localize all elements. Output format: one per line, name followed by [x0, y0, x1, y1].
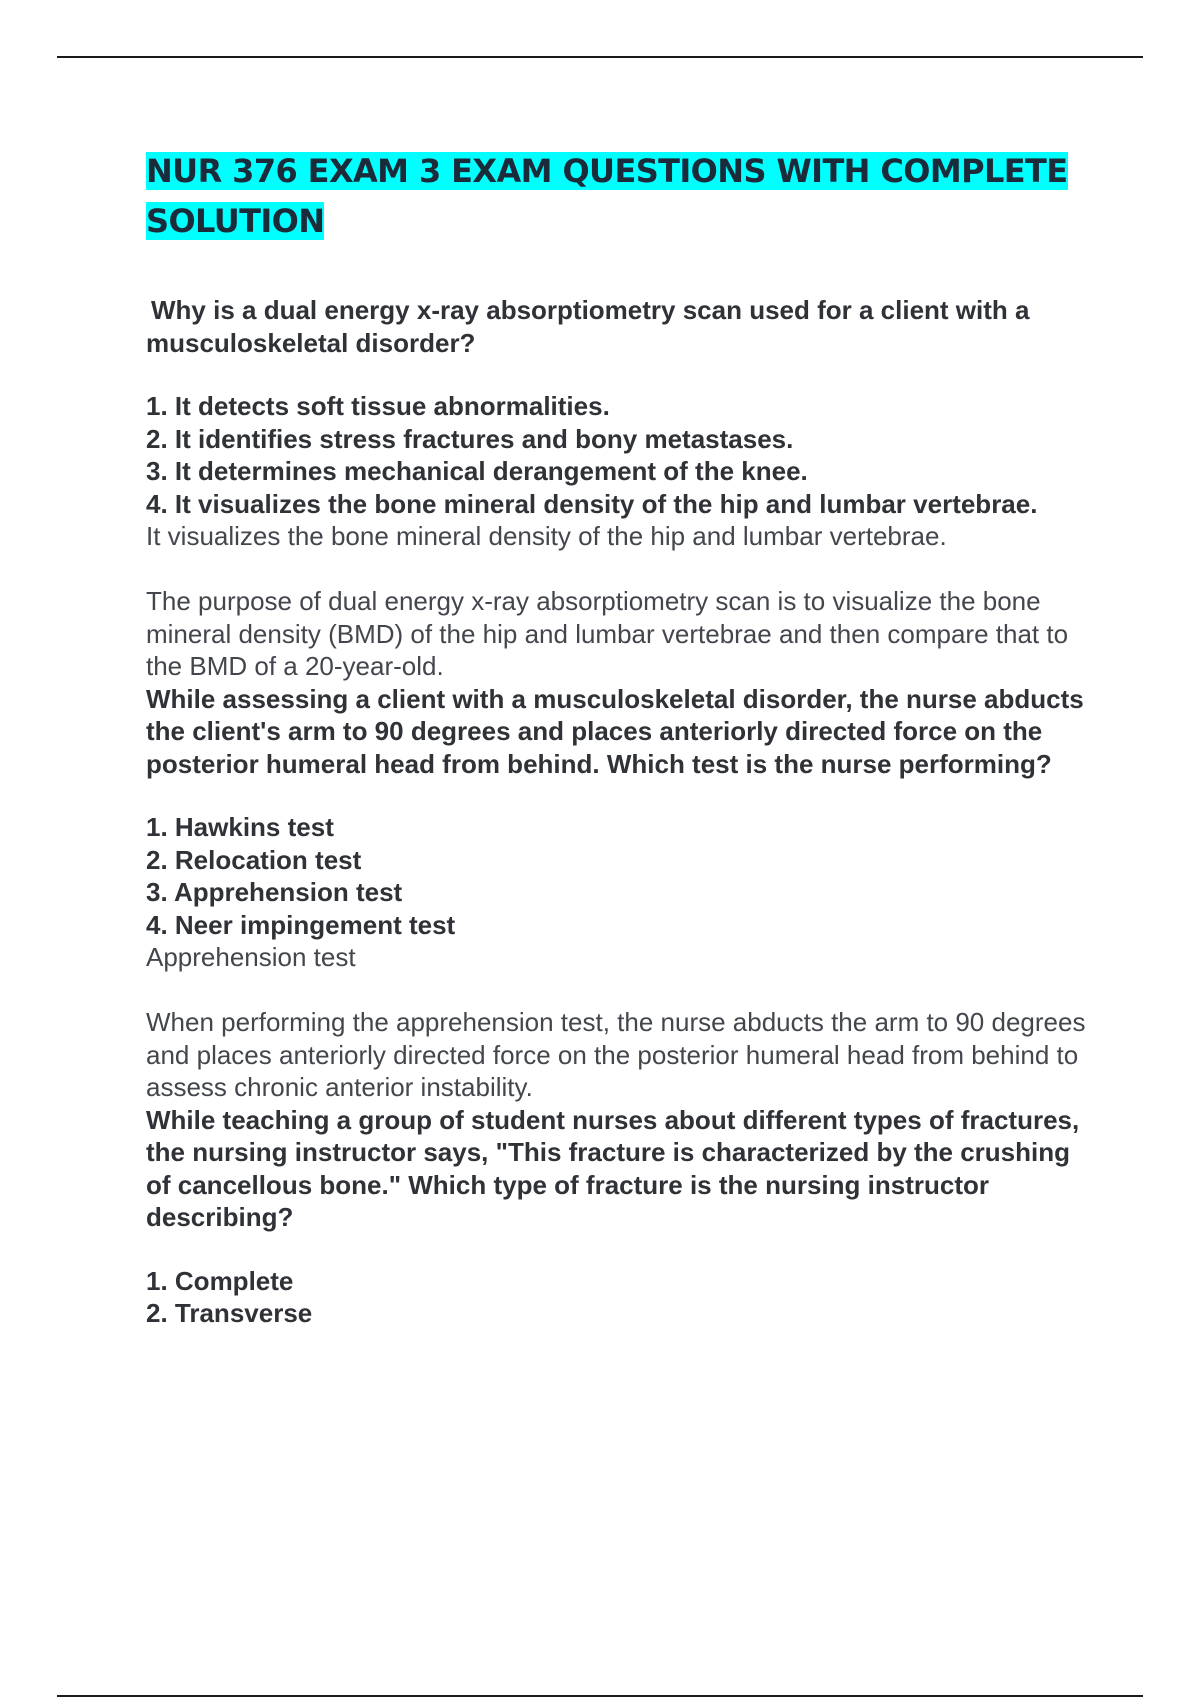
rationale-text: The purpose of dual energy x-ray absorptiometry scan is to visualize the bone mineral density (BMD) of the hip and lumbar vertebrae and then compare that to the BMD of a 20-year-old.	[146, 586, 1069, 681]
option-item: 4. Neer impingement test	[146, 909, 456, 940]
correct-answer: Apprehension test	[146, 942, 356, 972]
answer-options	[146, 811, 1086, 941]
question-block-1	[146, 294, 1086, 683]
question-text: Why is a dual energy x-ray absorptiometry scan used for a client with a musculoskeletal disorder?	[146, 295, 1037, 358]
top-rule	[57, 56, 1143, 58]
question-block-2	[146, 683, 1091, 1104]
option-item: 3. It determines mechanical derangement of the knee.	[146, 456, 808, 486]
answer-options	[146, 390, 1086, 520]
option-item: 3. Apprehension test	[146, 877, 403, 907]
question-list	[146, 294, 1091, 1330]
option-item: 2. Transverse	[146, 1298, 313, 1328]
question-text: While teaching a group of student nurses about different types of fractures, the nursing instructor says, "This fracture is characterized by the crushing of cancellous bone." Which type of fracture is the nursing instructor describing?	[146, 1104, 1087, 1232]
option-item: 1. Complete	[146, 1265, 294, 1296]
option-item: 2. It identifies stress fractures and bony metastases.	[146, 423, 794, 454]
document-title: NUR 376 EXAM 3 EXAM QUESTIONS WITH COMPLETE SOLUTION	[146, 152, 1068, 240]
document-body	[146, 146, 1091, 1330]
rationale-text: When performing the apprehension test, the nurse abducts the arm to 90 degrees and places anteriorly directed force on the posterior humeral head from behind to assess chronic anterior instability.	[146, 1007, 1086, 1102]
answer-options	[146, 1265, 1086, 1330]
option-item: 2. Relocation test	[146, 844, 362, 875]
question-text: While assessing a client with a musculoskeletal disorder, the nurse abducts the client's arm to 90 degrees and places anteriorly directed force on the posterior humeral head from behind. Which test is the nurse performing?	[146, 683, 1091, 779]
question-block-3	[146, 1104, 1086, 1330]
option-item: 4. It visualizes the bone mineral density of the hip and lumbar vertebrae.	[146, 488, 1038, 519]
bottom-rule	[57, 1695, 1143, 1697]
option-item: 1. It detects soft tissue abnormalities.	[146, 391, 610, 421]
correct-answer: It visualizes the bone mineral density of the hip and lumbar vertebrae.	[146, 521, 947, 551]
option-item: 1. Hawkins test	[146, 812, 334, 842]
